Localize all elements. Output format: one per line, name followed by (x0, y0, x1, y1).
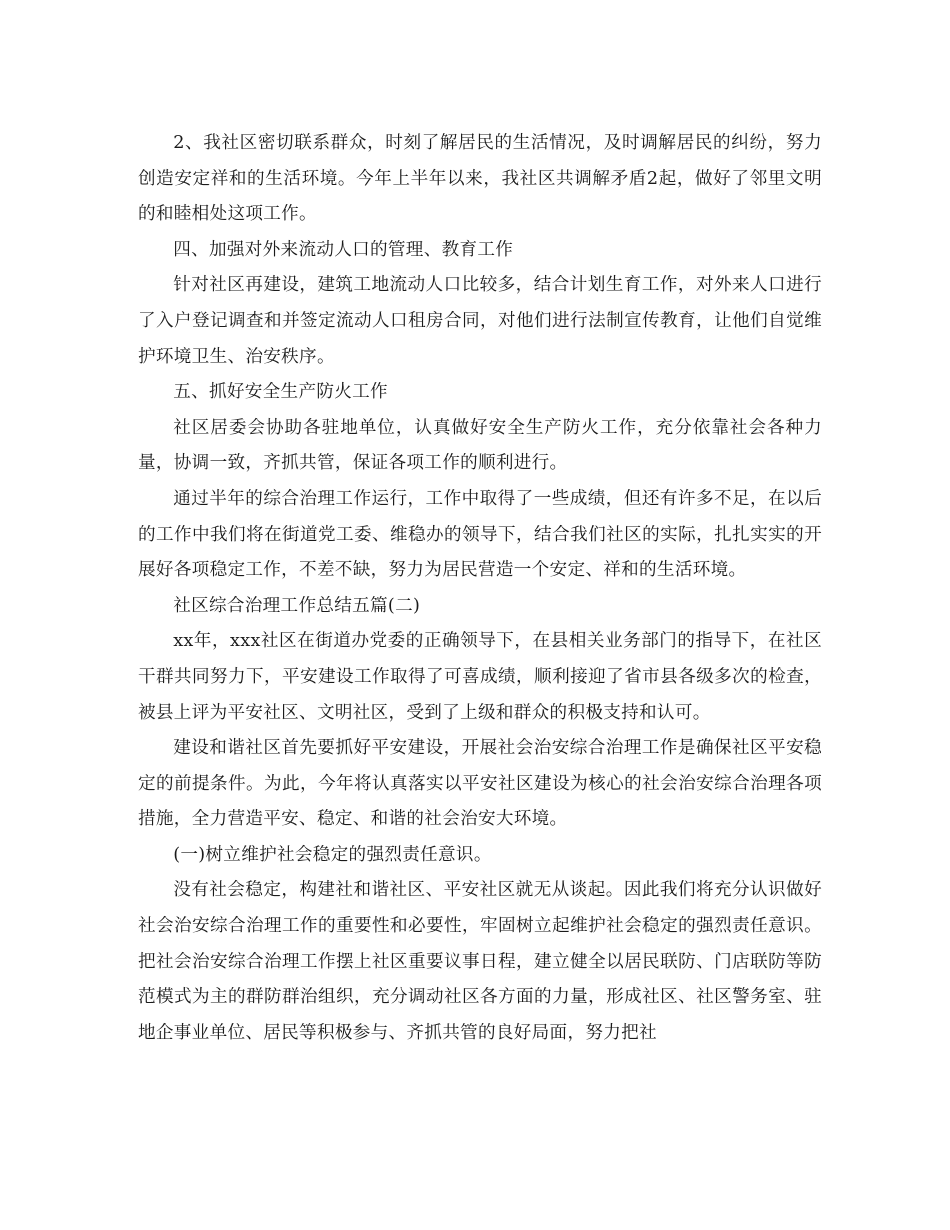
paragraph-migrant-population: 针对社区再建设，建筑工地流动人口比较多，结合计划生育工作，对外来人口进行了入户登记调查和并签定流动人口租房合同，对他们进行法制宣传教育，让他们自觉维护环境卫生、治安秩序。 (138, 275, 822, 367)
paragraph-half-year-summary: 通过半年的综合治理工作运行，工作中取得了一些成绩，但还有许多不足，在以后的工作中我们将在街道党工委、维稳办的领导下，结合我们社区的实际，扎扎实实的开展好各项稳定工作，不差不缺，努力为居民营造一个安定、祥和的生活环境。 (138, 488, 822, 581)
heading-subsection-1: (一)树立维护社会稳定的强烈责任意识。 (173, 844, 492, 865)
heading-section-5: 五、抓好安全生产防火工作 (173, 382, 388, 403)
heading-section-4: 四、加强对外来流动人口的管理、教育工作 (173, 239, 514, 260)
document-body (138, 126, 822, 1051)
paragraph-achievements: xx年，xxx社区在街道办党委的正确领导下，在县相关业务部门的指导下，在社区干群共同努力下，平安建设工作取得了可喜成绩，顺利接迎了省市县各级多次的检查，被县上评为平安社区、文明社区，受到了上级和群众的积极支持和认可。 (138, 631, 822, 723)
paragraph-harmonious-community: 建设和谐社区首先要抓好平安建设，开展社会治安综合治理工作是确保社区平安稳定的前提条件。为此，今年将认真落实以平安社区建设为核心的社会治安综合治理各项措施，全力营造平安、稳定、和谐的社会治安大环境。 (138, 738, 822, 830)
paragraph-fire-safety: 社区居委会协助各驻地单位，认真做好安全生产防火工作，充分依靠社会各种力量，协调一致，齐抓共管，保证各项工作的顺利进行。 (138, 417, 822, 474)
paragraph-social-stability: 没有社会稳定，构建社和谐社区、平安社区就无从谈起。因此我们将充分认识做好社会治安综合治理工作的重要性和必要性，牢固树立起维护社会稳定的强烈责任意识。把社会治安综合治理工作摆上社区重要议事日程，建立健全以居民联防、门店联防等防范模式为主的群防群治组织，充分调动社区各方面的力量，形成社区、社区警务室、驻地企事业单位、居民等积极参与、齐抓共管的良好局面，努力把社 (138, 880, 822, 1043)
paragraph-mediation: 2、我社区密切联系群众，时刻了解居民的生活情况，及时调解居民的纠纷，努力创造安定祥和的生活环境。今年上半年以来，我社区共调解矛盾2起，做好了邻里文明的和睦相处这项工作。 (138, 133, 822, 225)
heading-part-2: 社区综合治理工作总结五篇(二) (173, 595, 421, 616)
